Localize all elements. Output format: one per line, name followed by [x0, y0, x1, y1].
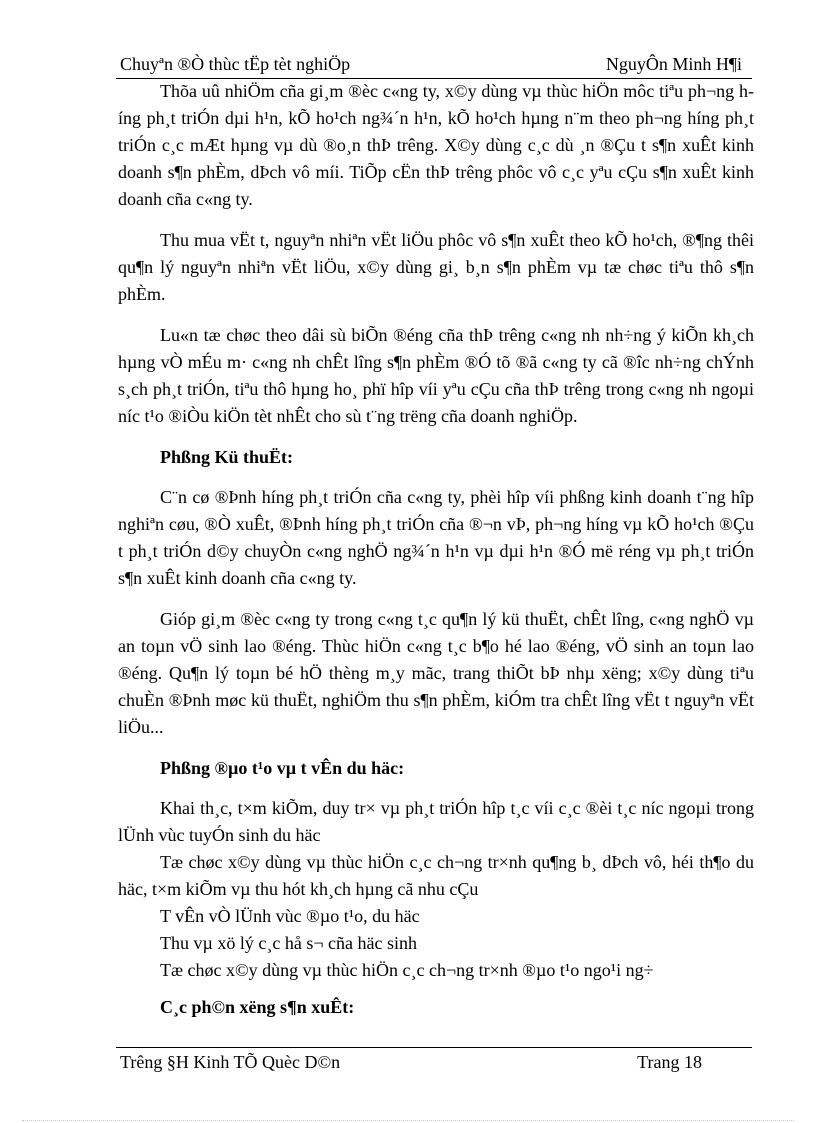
- paragraph-technical-2: Gióp gi¸m ®èc c«ng ty trong c«ng t¸c qu¶n lý kü thuËt, chÊt lîng, c«ng nghÖ vµ an toµn vÖ sinh lao ®éng. Thùc hiÖn c«ng t¸c b¶o hé lao ®éng, vÖ sinh an toµn lao ®éng. Qu¶n lý toµn bé hÖ thèng m¸y mãc, trang thiÕt bÞ nhµ xëng; x©y dùng tiªu chuÈn ®Þnh møc kü thuËt, nghiÖm thu s¶n phÈm, kiÓm tra chÊt lîng vËt t nguyªn vËt liÖu...: [118, 609, 754, 737]
- paragraph-training-intro: Khai th¸c, t×m kiÕm, duy tr× vµ ph¸t triÓn hîp t¸c víi c¸c ®èi t¸c níc ngoµi trong lÜnh vùc tuyÓn sinh du häc: [118, 798, 754, 845]
- training-item: Tæ chøc x©y dùng vµ thùc hiÖn c¸c ch¬ng tr×nh qu¶ng b¸ dÞch vô, héi th¶o du häc, t×m kiÕm vµ thu hót kh¸ch hµng cã nhu cÇu: [118, 852, 754, 899]
- page-bottom-divider: [22, 1120, 794, 1121]
- heading-technical-department: Phßng Kü thuËt:: [160, 447, 294, 467]
- paragraph-business-duties-1: Thõa uû nhiÖm cña gi¸m ®èc c«ng ty, x©y dùng vµ thùc hiÖn môc tiªu ph¬ng híng ph¸t triÓn dµi h¹n, kÕ ho¹ch ng¾´n h¹n, kÕ ho¹ch hµng n¨m theo ph¬ng híng ph¸t triÓn c¸c mÆt hµng vµ dù ®o¸n thÞ trêng. X©y dùng c¸c dù ¸n ®Çu t s¶n xuÊt kinh doanh s¶n phÈm, dÞch vô míi. TiÕp cËn thÞ trêng phôc vô c¸c yªu cÇu s¶n xuÊt kinh doanh cña c«ng ty.: [118, 81, 754, 209]
- heading-training-department: Phßng ®µo t¹o vµ t vÊn du häc:: [160, 758, 405, 778]
- page-number: Trang 18: [637, 1052, 702, 1072]
- heading-production-workshops: C¸c ph©n xëng s¶n xuÊt:: [160, 997, 355, 1017]
- paragraph-business-duties-2: Thu mua vËt t, nguyªn nhiªn vËt liÖu phôc vô s¶n xuÊt theo kÕ ho¹ch, ®¶ng thêi qu¶n lý nguyªn nhiªn vËt liÖu, x©y dùng gi¸ b¸n s¶n phÈm vµ tæ chøc tiªu thô s¶n phÈm.: [118, 230, 754, 304]
- training-item: Tæ chøc x©y dùng vµ thùc hiÖn c¸c ch¬ng tr×nh ®µo t¹o ngo¹i ng÷: [160, 960, 654, 980]
- paragraph-business-duties-3: Lu«n tæ chøc theo dâi sù biÕn ®éng cña thÞ trêng c«ng nh nh÷ng ý kiÕn kh¸ch hµng vÒ mÉu m· c«ng nh chÊt lîng s¶n phÈm ®Ó tõ ®ã c«ng ty cã ®îc nh÷ng chÝnh s¸ch ph¸t triÓn, tiªu thô hµng ho¸ phï hîp víi yªu cÇu cña thÞ trêng trong c«ng nh ngoµi níc t¹o ®iÒu kiÖn tèt nhÊt cho sù t¨ng trëng cña doanh nghiÖp.: [118, 325, 754, 426]
- training-item: T vÊn vÒ lÜnh vùc ®µo t¹o, du häc: [160, 906, 420, 926]
- thesis-title: Chuyªn ®Ò thùc tËp tèt nghiÖp: [120, 54, 351, 74]
- document-body: [118, 78, 754, 1034]
- page-header: [116, 52, 752, 79]
- paragraph-technical-1: C¨n cø ®Þnh híng ph¸t triÓn cña c«ng ty, phèi hîp víi phßng kinh doanh t¨ng hîp nghiªn cøu, ®Ò xuÊt, ®Þnh híng ph¸t triÓn cña ®¬n vÞ, ph¬ng híng vµ kÕ ho¹ch ®Çu t ph¸t triÓn d©y chuyÒn c«ng nghÖ ng¾´n h¹n vµ dµi h¹n ®Ó më réng vµ ph¸t triÓn s¶n xuÊt kinh doanh cña c«ng ty.: [118, 487, 754, 588]
- training-item: Thu vµ xö lý c¸c hå s¬ cña häc sinh: [160, 933, 417, 953]
- university-name: Trêng §H Kinh TÕ Quèc D©n: [120, 1052, 341, 1072]
- page-footer: [116, 1047, 752, 1074]
- author-name: NguyÔn Minh H¶i: [605, 54, 742, 74]
